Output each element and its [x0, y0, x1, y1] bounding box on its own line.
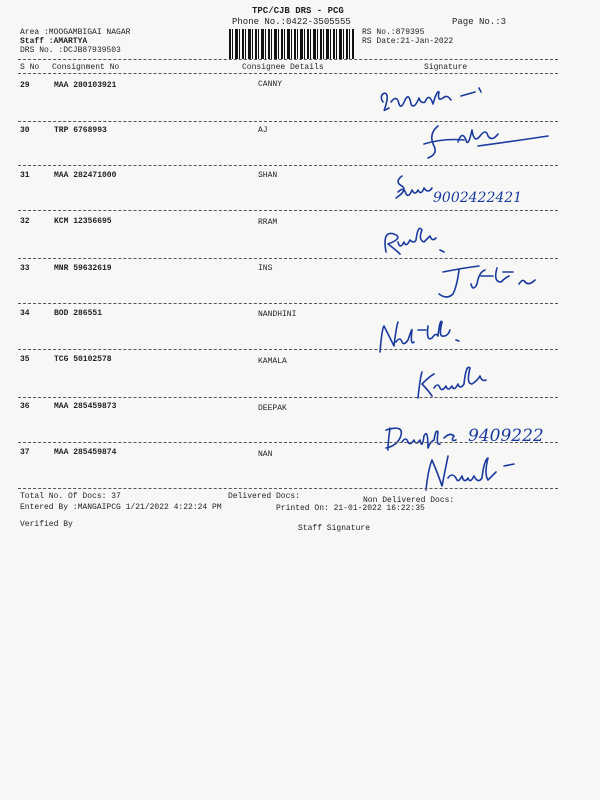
staff-label: Staff :AMARTYA [20, 37, 88, 46]
document-title: TPC/CJB DRS - PCG [252, 6, 344, 16]
divider [18, 397, 558, 398]
barcode-image [229, 29, 354, 59]
row-sno: 29 [20, 81, 30, 90]
row-consignment: MAA 285459873 [54, 402, 117, 411]
phone-number: Phone No.:0422-3505555 [232, 17, 351, 27]
page-number: Page No.:3 [452, 17, 507, 27]
row-sno: 34 [20, 309, 30, 318]
signature-phone-number: 9002422421 [433, 190, 523, 206]
signature-phone-number: 9409222 [468, 426, 544, 446]
staff-signature-label: Staff Signature [298, 524, 371, 533]
signature-image [410, 364, 520, 404]
divider [18, 442, 558, 443]
verified-by: Verified By [20, 520, 73, 529]
col-header-consignee: Consignee Details [242, 63, 324, 72]
divider [18, 258, 558, 259]
row-consignee: AJ [258, 126, 268, 135]
divider [18, 303, 558, 304]
signature-image [418, 122, 558, 162]
row-consignment: TCG 50102578 [54, 355, 112, 364]
row-consignment: TRP 6768993 [54, 126, 107, 135]
signature-image [375, 80, 495, 120]
entered-by: Entered By :MANGAIPCG 1/21/2022 4:22:24 PM [20, 503, 222, 512]
printed-on: Printed On: 21-01-2022 16:22:35 [276, 504, 425, 513]
row-sno: 31 [20, 171, 30, 180]
row-consignee: INS [258, 264, 273, 273]
row-sno: 37 [20, 448, 30, 457]
row-sno: 33 [20, 264, 30, 273]
divider [18, 59, 558, 60]
row-sno: 35 [20, 355, 30, 364]
row-consignee: NAN [258, 450, 273, 459]
divider [18, 210, 558, 211]
non-delivered-docs: Non Delivered Docs: [363, 496, 455, 505]
drs-number: DRS No. :DCJB87939503 [20, 46, 121, 55]
row-consignment: MAA 280103921 [54, 81, 117, 90]
row-consignment: MAA 285459874 [54, 448, 117, 457]
row-consignee: NANDHINI [258, 310, 297, 319]
signature-image [374, 318, 474, 358]
row-sno: 32 [20, 217, 30, 226]
divider [18, 488, 558, 489]
rs-date: RS Date:21-Jan-2022 [362, 37, 454, 46]
col-header-sno: S No [20, 63, 40, 72]
row-consignee: CANNY [258, 80, 283, 89]
col-header-consignment: Consignment No [52, 63, 120, 72]
col-header-signature: Signature [424, 63, 468, 72]
divider [18, 165, 558, 166]
signature-image [376, 222, 476, 262]
row-consignee: KAMALA [258, 357, 287, 366]
row-consignee: SHAN [258, 171, 278, 180]
rs-number: RS No.:879395 [362, 28, 425, 37]
row-consignment: MAA 282471000 [54, 171, 117, 180]
row-consignee: DEEPAK [258, 404, 287, 413]
total-docs: Total No. Of Docs: 37 [20, 492, 121, 501]
row-sno: 30 [20, 126, 30, 135]
divider [18, 349, 558, 350]
delivered-docs: Delivered Docs: [228, 492, 301, 501]
row-consignment: KCM 12356695 [54, 217, 112, 226]
row-consignment: MNR 59632619 [54, 264, 112, 273]
row-consignment: BOD 286551 [54, 309, 103, 318]
divider [18, 73, 558, 74]
area-label: Area :MOOGAMBIGAI NAGAR [20, 28, 131, 37]
signature-image [425, 262, 565, 306]
row-sno: 36 [20, 402, 30, 411]
row-consignee: RRAM [258, 218, 278, 227]
